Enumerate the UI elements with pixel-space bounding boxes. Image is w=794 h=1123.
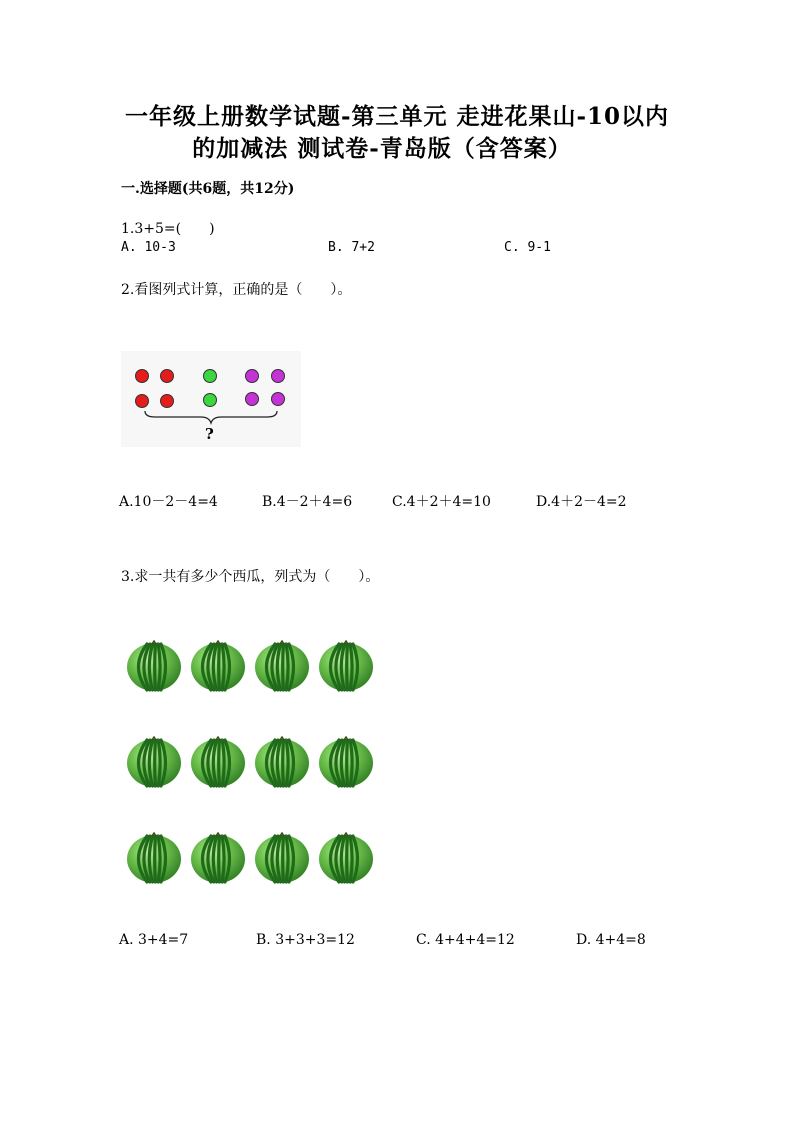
question-3-option-c: C. 4+4+4=12 — [416, 932, 515, 948]
red-dot — [160, 369, 174, 383]
watermelon-image — [254, 640, 310, 694]
question-mark-label: ? — [205, 425, 214, 443]
watermelon-image — [190, 640, 246, 694]
worksheet-title-line-2: 的加减法 测试卷-青岛版（含答案） — [192, 135, 572, 162]
red-dot — [135, 369, 149, 383]
question-1-option-c: C. 9-1 — [504, 240, 551, 255]
question-2-option-a: A.10－2－4=4 — [119, 494, 218, 510]
watermelon-image — [254, 736, 310, 790]
watermelon-image — [318, 640, 374, 694]
watermelon-image — [318, 832, 374, 886]
watermelon-image — [126, 736, 182, 790]
question-2-option-b: B.4－2＋4=6 — [262, 494, 353, 510]
watermelon-image — [318, 736, 374, 790]
brace-icon — [141, 409, 281, 425]
question-2-dot-figure — [121, 351, 301, 447]
question-3-stem: 3.求一共有多少个西瓜，列式为（ ）。 — [121, 569, 380, 585]
watermelon-image — [126, 832, 182, 886]
watermelon-image — [254, 832, 310, 886]
question-3-option-d: D. 4+4=8 — [576, 932, 646, 948]
section-heading: 一.选择题(共6题，共12分) — [121, 181, 295, 197]
question-3-option-a: A. 3+4=7 — [119, 932, 189, 948]
purple-dot — [245, 392, 259, 406]
question-2-stem: 2.看图列式计算，正确的是（ ）。 — [121, 282, 352, 298]
question-3-option-b: B. 3+3+3=12 — [256, 932, 355, 948]
question-2-option-d: D.4＋2－4=2 — [536, 494, 627, 510]
purple-dot — [245, 369, 259, 383]
green-dot — [203, 369, 217, 383]
question-1-stem: 1.3+5=( ) — [121, 221, 215, 237]
purple-dot — [271, 392, 285, 406]
red-dot — [160, 394, 174, 408]
watermelon-image — [190, 736, 246, 790]
purple-dot — [271, 369, 285, 383]
question-1-option-b: B. 7+2 — [328, 240, 375, 255]
question-2-option-c: C.4＋2＋4=10 — [392, 494, 491, 510]
watermelon-image — [126, 640, 182, 694]
watermelon-image — [190, 832, 246, 886]
worksheet-title-line-1: 一年级上册数学试题-第三单元 走进花果山-10以内 — [124, 103, 670, 130]
question-1-option-a: A. 10-3 — [121, 240, 176, 255]
green-dot — [203, 393, 217, 407]
red-dot — [135, 394, 149, 408]
